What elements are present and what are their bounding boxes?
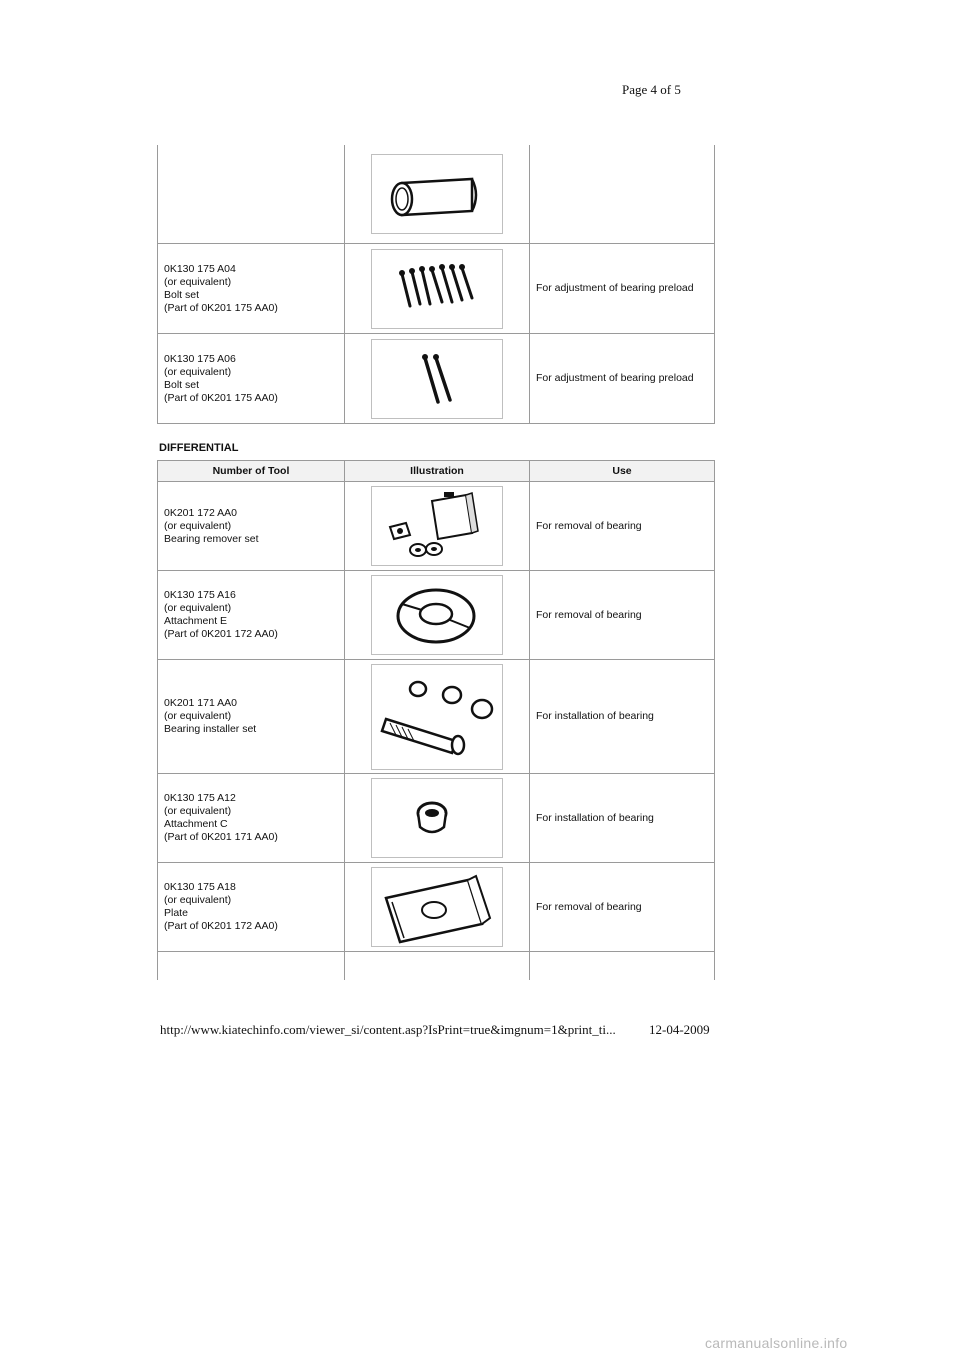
tool-number-cell: 0K130 175 A12 (or equivalent) Attachment C (Part of 0K201 171 AA0) <box>158 774 345 863</box>
illustration-cell <box>345 244 530 334</box>
illustration-cell <box>345 482 530 571</box>
use-cell: For removal of bearing <box>530 863 715 952</box>
tool-number-cell <box>158 952 345 981</box>
footer-url: http://www.kiatechinfo.com/viewer_si/content.asp?IsPrint=true&imgnum=1&print_ti... <box>160 1022 616 1037</box>
illustration-cell <box>345 145 530 244</box>
illustration-cell <box>345 774 530 863</box>
bolt-pair-illustration <box>371 339 503 419</box>
bearing-remover-set-illustration <box>371 486 503 566</box>
table-row <box>158 145 715 244</box>
use-cell: For removal of bearing <box>530 571 715 660</box>
table-row <box>158 660 715 774</box>
tools-table-continued <box>157 145 715 424</box>
section-title: DIFFERENTIAL <box>159 442 239 454</box>
attachment-c-illustration <box>371 778 503 858</box>
table-header-row <box>158 461 715 482</box>
table-row <box>158 334 715 424</box>
use-cell: For adjustment of bearing preload <box>530 244 715 334</box>
table-row <box>158 571 715 660</box>
table-row <box>158 774 715 863</box>
use-cell: For adjustment of bearing preload <box>530 334 715 424</box>
bearing-installer-set-illustration <box>371 664 503 770</box>
tool-number-cell: 0K130 175 A06 (or equivalent) Bolt set (Part of 0K201 175 AA0) <box>158 334 345 424</box>
table-row <box>158 863 715 952</box>
table-row <box>158 952 715 981</box>
tool-number-cell: 0K201 172 AA0 (or equivalent) Bearing remover set <box>158 482 345 571</box>
bolt-set-illustration <box>371 249 503 329</box>
use-cell <box>530 952 715 981</box>
differential-tools-table <box>157 460 715 980</box>
tool-number-cell: 0K201 171 AA0 (or equivalent) Bearing installer set <box>158 660 345 774</box>
use-cell: For installation of bearing <box>530 774 715 863</box>
sleeve-illustration <box>371 154 503 234</box>
tool-number-cell: 0K130 175 A04 (or equivalent) Bolt set (Part of 0K201 175 AA0) <box>158 244 345 334</box>
column-header-illustration: Illustration <box>345 461 530 482</box>
illustration-cell <box>345 334 530 424</box>
tool-number-cell: 0K130 175 A18 (or equivalent) Plate (Part of 0K201 172 AA0) <box>158 863 345 952</box>
page-number: Page 4 of 5 <box>622 82 681 97</box>
footer-date: 12-04-2009 <box>649 1022 710 1037</box>
use-cell: For removal of bearing <box>530 482 715 571</box>
plate-illustration <box>371 867 503 947</box>
illustration-cell <box>345 952 530 981</box>
illustration-cell <box>345 571 530 660</box>
use-cell: For installation of bearing <box>530 660 715 774</box>
tool-number-cell: 0K130 175 A16 (or equivalent) Attachment E (Part of 0K201 172 AA0) <box>158 571 345 660</box>
table-row <box>158 482 715 571</box>
tool-number-cell <box>158 145 345 244</box>
table-row <box>158 244 715 334</box>
illustration-cell <box>345 863 530 952</box>
illustration-cell <box>345 660 530 774</box>
column-header-number: Number of Tool <box>158 461 345 482</box>
watermark: carmanualsonline.info <box>705 1335 848 1351</box>
use-cell <box>530 145 715 244</box>
attachment-e-illustration <box>371 575 503 655</box>
column-header-use: Use <box>530 461 715 482</box>
